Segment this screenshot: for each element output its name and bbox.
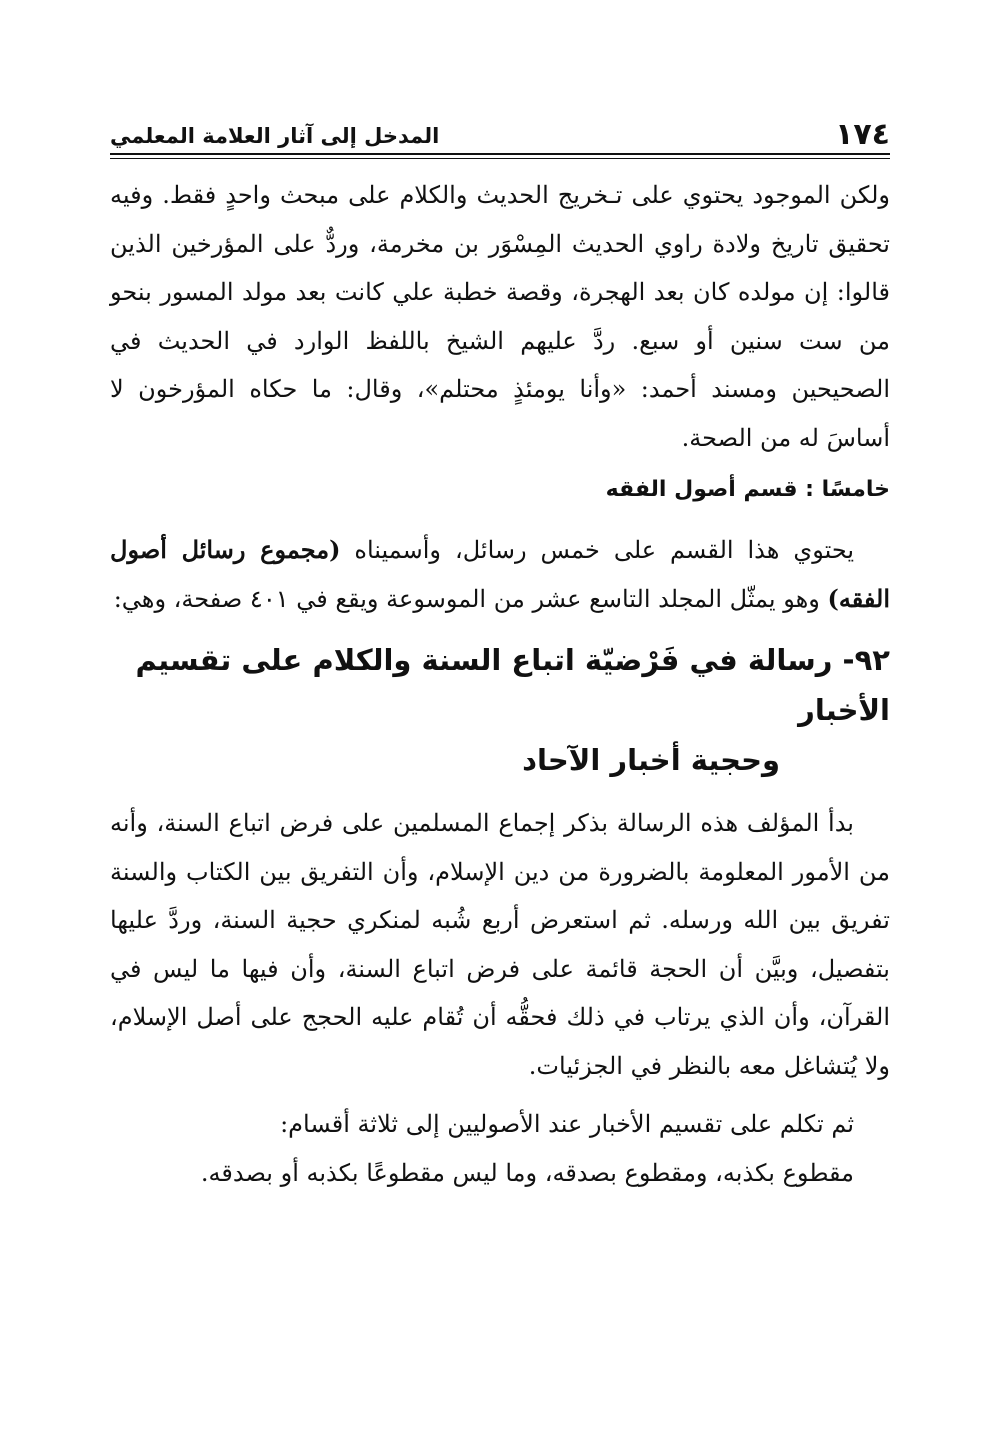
running-title: المدخل إلى آثار العلامة المعلمي — [110, 124, 440, 148]
paragraph-section-intro — [110, 526, 890, 623]
item-heading-line1: ٩٢- رسالة في فَرْضيّة اتباع السنة والكلام على تقسيم الأخبار — [135, 643, 890, 727]
paragraph-section-intro-a: يحتوي هذا القسم على خمس رسائل، وأسميناه — [340, 536, 855, 564]
body-text — [110, 171, 890, 1197]
item-heading-line2: وحجية أخبار الآحاد — [522, 743, 780, 777]
paragraph-gap — [110, 1090, 890, 1100]
paragraph-akhbar-types: مقطوع بكذبه، ومقطوع بصدقه، وما ليس مقطوعًا بكذبه أو بصدقه. — [200, 1158, 854, 1187]
collection-title: (مجموع رسائل أصول الفقه) — [110, 535, 890, 613]
paragraph-mishwar: ولكن الموجود يحتوي على تـخريج الحديث والكلام على مبحث واحدٍ فقط. وفيه تحقيق تاريخ ولادة راوي الحديث المِسْوَر بن مخرمة، وردٌّ على المؤرخين الذين قالوا: إن مولده كان بعد الهجرة، وقصة خطبة علي كانت بعد مولد المسور بنحو من ست سنين أو سبع. ردَّ عليهم الشيخ باللفظ الوارد في الحديث في الصحيحين ومسند أحمد: «وأنا يومئذٍ محتلم»، وقال: ما حكاه المؤرخون لا أساسَ له من الصحة. — [110, 181, 890, 452]
section-heading: خامسًا : قسم أصول الفقه — [605, 477, 890, 502]
paragraph-risala-summary: بدأ المؤلف هذه الرسالة بذكر إجماع المسلمين على فرض اتباع السنة، وأنه من الأمور المعلومة بالضرورة من دين الإسلام، وأن التفريق بين الكتاب والسنة تفريق بين الله ورسله. ثم استعرض أربع شُبه لمنكري حجية السنة، وردَّ عليها بتفصيل، وبيَّن أن الحجة قائمة على فرض اتباع السنة، وأن فيها ما ليس في القرآن، وأن الذي يرتاب في ذلك فحقُّه أن تُقام عليه الحجج على أصل الإسلام، ولا يُتشاغل معه بالنظر في الجزئيات. — [110, 809, 890, 1080]
book-page — [110, 108, 890, 1197]
paragraph-section-intro-b: وهو يمثّل المجلد التاسع عشر من الموسوعة ويقع في ٤٠١ صفحة، وهي: — [113, 584, 828, 613]
header-rule — [110, 153, 890, 159]
page-header — [110, 108, 890, 150]
item-heading — [110, 635, 890, 785]
page-number: ١٧٤ — [835, 117, 890, 152]
paragraph-akhbar-division: ثم تكلم على تقسيم الأخبار عند الأصوليين إلى ثلاثة أقسام: — [280, 1110, 854, 1138]
